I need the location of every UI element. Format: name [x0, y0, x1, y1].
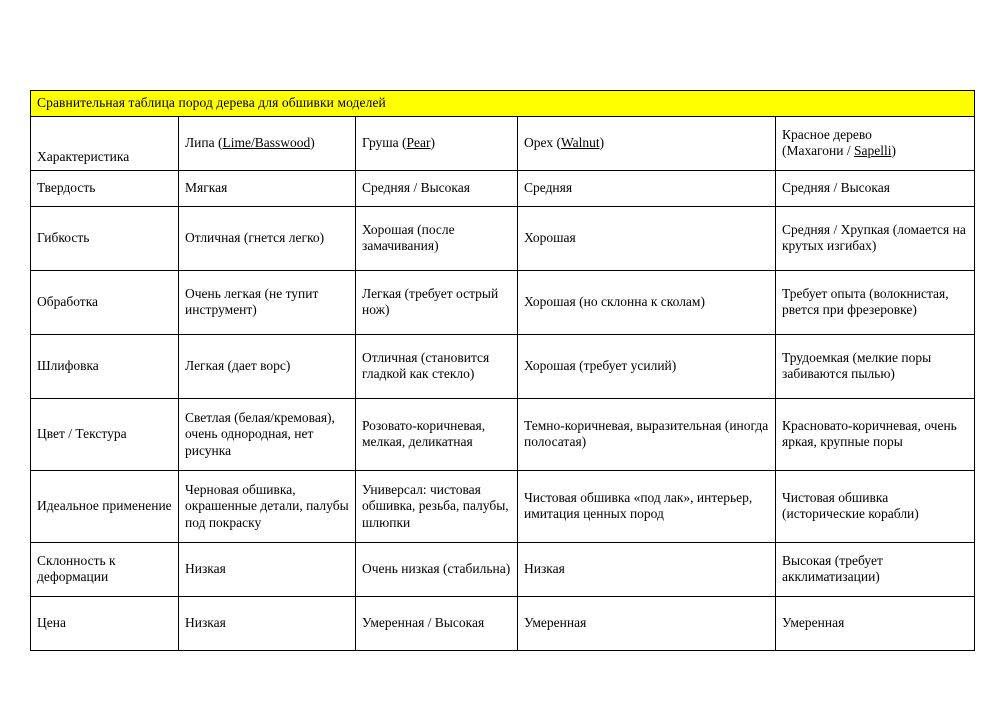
cell-pear: Средняя / Высокая [356, 171, 518, 207]
cell-mahogany: Трудоемкая (мелкие поры забиваются пылью) [776, 335, 975, 399]
column-header-lime-latin: Lime/Basswood [222, 135, 311, 151]
column-header-walnut-suffix: ) [599, 135, 605, 151]
cell-pear: Отличная (становится гладкой как стекло) [356, 335, 518, 399]
column-header-walnut-prefix: Орех ( [524, 135, 561, 151]
cell-lime: Мягкая [179, 171, 356, 207]
table-row [31, 543, 975, 597]
cell-mahogany: Требует опыта (волокнистая, рвется при фрезеровке) [776, 271, 975, 335]
column-header-mahogany-suffix: ) [891, 143, 896, 159]
table-row [31, 597, 975, 651]
cell-walnut: Хорошая (но склонна к сколам) [518, 271, 776, 335]
column-header-walnut-latin: Walnut [560, 135, 600, 151]
column-header-mahogany-line1: Красное дерево [782, 127, 872, 142]
cell-lime: Очень легкая (не тупит инструмент) [179, 271, 356, 335]
column-header-lime-suffix: ) [310, 135, 315, 151]
row-feature: Твердость [31, 171, 179, 207]
cell-pear: Хорошая (после замачивания) [356, 207, 518, 271]
cell-walnut: Низкая [518, 543, 776, 597]
cell-mahogany: Умеренная [776, 597, 975, 651]
column-header-feature [31, 117, 179, 171]
cell-mahogany: Средняя / Высокая [776, 171, 975, 207]
cell-pear: Легкая (требует острый нож) [356, 271, 518, 335]
table-title: Сравнительная таблица пород дерева для обшивки моделей [31, 91, 975, 117]
column-header-feature-label: Характеристика [37, 149, 130, 164]
cell-lime: Светлая (белая/кремовая), очень однородная, нет рисунка [179, 399, 356, 471]
column-header-lime-prefix: Липа ( [185, 135, 223, 151]
comparison-table-container [30, 90, 974, 651]
cell-walnut: Хорошая [518, 207, 776, 271]
cell-mahogany: Красновато-коричневая, очень яркая, крупные поры [776, 399, 975, 471]
cell-lime: Низкая [179, 597, 356, 651]
table-row [31, 207, 975, 271]
cell-pear: Очень низкая (стабильна) [356, 543, 518, 597]
column-header-pear-suffix: ) [430, 135, 436, 151]
cell-lime: Черновая обшивка, окрашенные детали, палубы под покраску [179, 471, 356, 543]
row-feature: Гибкость [31, 207, 179, 271]
table-row [31, 471, 975, 543]
cell-walnut: Умеренная [518, 597, 776, 651]
column-header-mahogany-line2: (Махагони / [782, 143, 854, 159]
table-title-row [31, 91, 975, 117]
cell-pear: Универсал: чистовая обшивка, резьба, палубы, шлюпки [356, 471, 518, 543]
cell-pear: Розовато-коричневая, мелкая, деликатная [356, 399, 518, 471]
cell-walnut: Хорошая (требует усилий) [518, 335, 776, 399]
cell-lime: Легкая (дает ворс) [179, 335, 356, 399]
cell-mahogany: Чистовая обшивка (исторические корабли) [776, 471, 975, 543]
column-header-pear-prefix: Груша ( [362, 135, 407, 151]
table-row [31, 335, 975, 399]
row-feature: Обработка [31, 271, 179, 335]
row-feature: Цвет / Текстура [31, 399, 179, 471]
table-row [31, 271, 975, 335]
row-feature: Склонность к деформации [31, 543, 179, 597]
cell-mahogany: Средняя / Хрупкая (ломается на крутых изгибах) [776, 207, 975, 271]
cell-lime: Отличная (гнется легко) [179, 207, 356, 271]
column-header-walnut [518, 117, 776, 171]
row-feature: Идеальное применение [31, 471, 179, 543]
row-feature: Цена [31, 597, 179, 651]
column-header-mahogany-latin: Sapelli [853, 143, 892, 159]
table-header-row [31, 117, 975, 171]
table-row [31, 171, 975, 207]
column-header-pear [356, 117, 518, 171]
cell-pear: Умеренная / Высокая [356, 597, 518, 651]
cell-walnut: Чистовая обшивка «под лак», интерьер, имитация ценных пород [518, 471, 776, 543]
cell-mahogany: Высокая (требует акклиматизации) [776, 543, 975, 597]
wood-comparison-table [30, 90, 975, 651]
table-row [31, 399, 975, 471]
column-header-lime [179, 117, 356, 171]
column-header-pear-latin: Pear [406, 135, 431, 151]
cell-walnut: Средняя [518, 171, 776, 207]
cell-lime: Низкая [179, 543, 356, 597]
cell-walnut: Темно-коричневая, выразительная (иногда полосатая) [518, 399, 776, 471]
row-feature: Шлифовка [31, 335, 179, 399]
column-header-mahogany [776, 117, 975, 171]
